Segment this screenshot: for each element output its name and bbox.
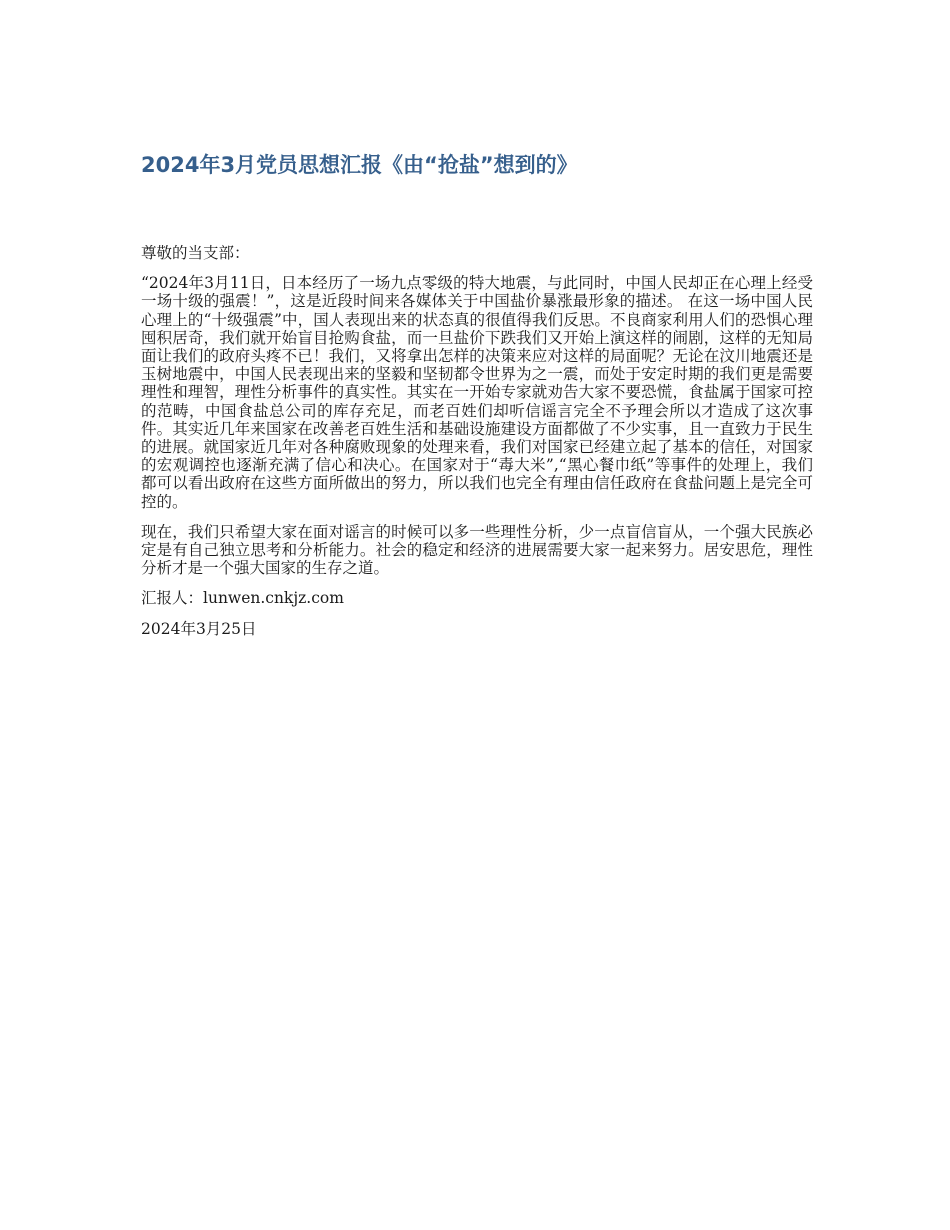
document-body	[141, 244, 813, 650]
document-title: 2024年3月党员思想汇报《由“抢盐”想到的》	[141, 153, 578, 177]
body-paragraph-1: “2024年3月11日，日本经历了一场九点零级的特大地震，与此同时，中国人民却正在心理上经受一场十级的强震！”，这是近段时间来各媒体关于中国盐价暴涨最形象的描述。 在这一场中国人民心理上的“十级强震”中，国人表现出来的状态真的很值得我们反思。不良商家利用人们的恐惧心理囤积居奇，我们就开始盲目抢购食盐，而一旦盐价下跌我们又开始上演这样的闹剧，这样的无知局面让我们的政府头疼不已！我们，又将拿出怎样的决策来应对这样的局面呢？无论在汶川地震还是玉树地震中，中国人民表现出来的坚毅和坚韧都令世界为之一震，而处于安定时期的我们更是需要理性和理智，理性分析事件的真实性。其实在一开始专家就劝告大家不要恐慌，食盐属于国家可控的范畴，中国食盐总公司的库存充足，而老百姓们却听信谣言完全不予理会所以才造成了这次事件。其实近几年来国家在改善老百姓生活和基础设施建设方面都做了不少实事，且一直致力于民生的进展。就国家近几年对各种腐败现象的处理来看，我们对国家已经建立起了基本的信任，对国家的宏观调控也逐渐充满了信心和决心。在国家对于“毒大米”,“黑心餐巾纸”等事件的处理上，我们都可以看出政府在这些方面所做出的努力，所以我们也完全有理由信任政府在食盐问题上是完全可控的。	[141, 274, 813, 511]
salutation: 尊敬的当支部：	[141, 244, 250, 262]
reporter-line: 汇报人：lunwen.cnkjz.com	[141, 589, 344, 608]
report-date: 2024年3月25日	[141, 619, 257, 638]
body-paragraph-2: 现在，我们只希望大家在面对谣言的时候可以多一些理性分析，少一点盲信盲从，一个强大民族必定是有自己独立思考和分析能力。社会的稳定和经济的进展需要大家一起来努力。居安思危，理性分析才是一个强大国家的生存之道。	[141, 522, 813, 578]
